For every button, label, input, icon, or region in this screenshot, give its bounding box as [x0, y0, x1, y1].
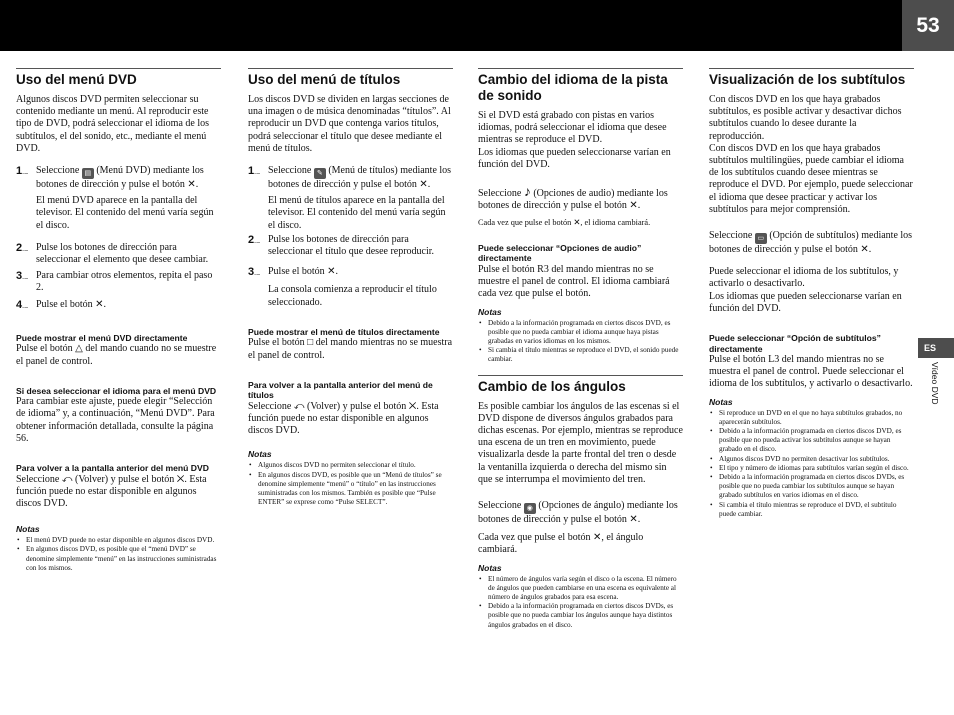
note-item: • Debido a la información programada en ciertos discos DVDs, es posible que no pueda cambiar los ángulos aunque haya distintos ángulos grabados en el disco.	[478, 602, 683, 630]
subheading-direct: Puede mostrar el menú de títulos directamente	[248, 326, 440, 337]
section-rule	[248, 68, 453, 69]
subheading-back: Para volver a la pantalla anterior del menú DVD	[16, 463, 209, 474]
side-section-label: Vídeo DVD	[930, 362, 940, 405]
subtitle-direct-text: Pulse el botón L3 del mando mientras no se muestra el panel de control. Puede seleccionar el idioma de los subtítulos, y activarlo o desactivarlo.	[709, 354, 913, 390]
language-text: Para cambiar este ajuste, puede elegir “Selección de idioma” y, a continuación, “Menú DVD”. Para obtener información detallada, consulte la página 56.	[16, 396, 215, 444]
note-item: • Si cambia el título mientras se reproduce el DVD, el sonido puede cambiar.	[478, 346, 683, 364]
note-item: • El tipo y número de idiomas para subtítulos varían según el disco.	[709, 464, 914, 473]
direct-text: Pulse el botón △ del mando cuando no se muestre el panel de control.	[16, 343, 217, 367]
step-3-detail: La consola comienza a reproducir el título seleccionado.	[268, 284, 437, 308]
step-4: 4..... Pulse el botón ✕.	[16, 298, 107, 311]
select-subtitle-text: Seleccione ▭ (Opción de subtítulos) mediante los botones de dirección y pulse el botón ✕.	[709, 230, 913, 256]
step-3: 3..... Pulse el botón ✕.	[248, 266, 339, 279]
notes-heading: Notas	[478, 306, 502, 317]
subheading-audio: Puede seleccionar “Opciones de audio” directamente	[478, 242, 642, 264]
back-text: Seleccione ⤺ (Volver) y pulse el botón ✕. Esta función puede no estar disponible en algunos discos DVD.	[16, 473, 207, 509]
select-angle-text: Seleccione ◉ (Opciones de ángulo) mediante los botones de dirección y pulse el botón ✕.	[478, 499, 678, 525]
section-title: Uso del menú DVD	[16, 72, 137, 87]
direct-text: Pulse el botón □ del mando mientras no se muestra el panel de control.	[248, 337, 453, 361]
notes-heading: Notas	[16, 524, 40, 535]
intro-text-2: Con discos DVD en los que haya grabados subtítulos multilingües, puede cambiar el idioma de los subtítulos cuando desee mientras se reproduce el DVD. Por ejemplo, puede seleccionar el idioma que desee practicar y activar los subtítulos para mejor comprensión.	[709, 142, 913, 215]
notes-list	[709, 409, 914, 519]
intro-text: Los discos DVD se dividen en largas secciones de una imagen o de música denominadas “títulos”. Al reproducir un DVD que contenga varios títulos, podrá seleccionar el título que desee mediante el menú de títulos.	[248, 94, 451, 154]
angle-intro-text: Es posible cambiar los ángulos de las escenas si el DVD dispone de diversos ángulos grabados para dichas escenas. Por ejemplo, mientras se reproduce una escena de un tren en movimiento, puede visualizarla desde la parte frontal del tren o desde la ventanilla izquierda o derecha del mismo sin que se interrumpa el movimiento del tren.	[478, 400, 683, 485]
subheading-direct: Puede mostrar el menú DVD directamente	[16, 332, 188, 343]
notes-heading: Notas	[478, 562, 502, 573]
step-3: 3..... Para cambiar otros elementos, repita el paso 2.	[16, 270, 213, 294]
step-1-detail: El menú de títulos aparece en la pantalla del televisor. El contenido del menú varía según el disco.	[268, 195, 446, 231]
step-1-detail: El menú DVD aparece en la pantalla del televisor. El contenido del menú varía según el disco.	[36, 195, 214, 231]
section-title: Visualización de los subtítulos	[709, 72, 906, 87]
intro-text: Algunos discos DVD permiten seleccionar su contenido mediante un menú. Al reproducir este tipo de DVD, podrá seleccionar el idioma de los subtítulos, el del sonido, etc., mediante el menú DVD.	[16, 94, 209, 154]
note-item: • Debido a la información programada en ciertos discos DVD, es posible que no pueda cambiar el idioma aunque haya pistas grabadas en varios idiomas en los mismos.	[478, 319, 683, 347]
language-tab: ES	[918, 338, 954, 358]
section-rule	[478, 375, 683, 376]
note-item: • Algunos discos DVD no permiten desactivar los subtítulos.	[709, 455, 914, 464]
each-press-angle-text: Cada vez que pulse el botón ✕, el ángulo cambiará.	[478, 532, 644, 556]
subheading-language: Si desea seleccionar el idioma para el menú DVD	[16, 385, 217, 396]
note-item: • Si cambia el título mientras se reproduce el DVD, el subtítulo puede cambiar.	[709, 501, 914, 519]
intro-text: Si el DVD está grabado con pistas en varios idiomas, podrá seleccionar el idioma que desee mientras se reproduce el DVD.	[478, 110, 667, 146]
audio-direct-text: Pulse el botón R3 del mando mientras no se muestre el panel de control. El idioma cambiará cada vez que pulse el botón.	[478, 263, 670, 300]
column-title-menu	[248, 68, 453, 515]
section-title: Uso del menú de títulos	[248, 72, 401, 87]
column-audio-angle	[478, 68, 683, 638]
notes-list	[478, 575, 683, 630]
notes-heading: Notas	[248, 449, 272, 460]
note-item: • El número de ángulos varía según el disco o la escena. El número de ángulos que pueden cambiarse en una escena es equivalente al número de ángulos grabados para esa escena.	[478, 575, 683, 603]
back-text: Seleccione ⤺ (Volver) y pulse el botón ✕. Esta función puede no estar disponible en algunos discos DVD.	[248, 400, 439, 437]
select-audio-text: Seleccione ♪ (Opciones de audio) mediante los botones de dirección y pulse el botón ✕.	[478, 185, 668, 212]
section-title: Cambio del idioma de la pista de sonido	[478, 72, 668, 103]
notes-heading: Notas	[709, 396, 733, 407]
note-item: • Debido a la información programada en ciertos discos DVDs, es posible que no pueda cambiar los subtítulos aunque se hayan grabado subtítulos en varios idiomas en el disco.	[709, 473, 914, 501]
step-2: 2..... Pulse los botones de dirección para seleccionar el elemento que desee cambiar.	[16, 241, 209, 266]
note-item: • Algunos discos DVD no permiten seleccionar el título.	[248, 461, 453, 470]
note-item: • En algunos discos DVD, es posible que el “menú DVD” se denomine simplemente “menú” en las instrucciones suministradas con los mismos.	[16, 545, 221, 573]
section-rule	[16, 68, 221, 69]
step-2: 2..... Pulse los botones de dirección para seleccionar el título que desee reproducir.	[248, 233, 435, 258]
audio-icon: ♪	[523, 185, 531, 201]
section-rule	[709, 68, 914, 69]
subtitle-select-text: Puede seleccionar el idioma de los subtítulos, y activarlo o desactivarlo.	[709, 266, 899, 290]
subheading-subtitles: Puede seleccionar “Opción de subtítulos” directamente	[709, 333, 881, 354]
subtitle-select-text-2: Los idiomas que pueden seleccionarse varían en función del DVD.	[709, 290, 902, 314]
subtitle-icon: ▭	[755, 233, 767, 244]
each-press-text: Cada vez que pulse el botón ✕, el idioma cambiará.	[478, 218, 651, 228]
subheading-back: Para volver a la pantalla anterior del menú de títulos	[248, 379, 433, 401]
notes-list	[16, 536, 221, 573]
column-dvd-menu	[16, 68, 221, 581]
title-menu-icon: ✎	[314, 168, 326, 179]
step-1: 1..... Seleccione ✎ (Menú de títulos) mediante los botones de dirección y pulse el botón ✕.	[248, 165, 452, 191]
dvd-menu-icon: ▤	[82, 168, 94, 179]
angle-icon: ◉	[524, 503, 536, 514]
note-item: • Si reproduce un DVD en el que no haya subtítulos grabados, no aparecerán subtítulos.	[709, 409, 914, 427]
notes-list	[248, 461, 453, 507]
intro-text-2: Los idiomas que pueden seleccionarse varían en función del DVD.	[478, 146, 671, 170]
section-title-angle: Cambio de los ángulos	[478, 378, 626, 394]
note-item: • El menú DVD puede no estar disponible en algunos discos DVD.	[16, 536, 221, 545]
section-rule	[478, 68, 683, 69]
intro-text: Con discos DVD en los que haya grabados subtítulos, es posible activar y desactivar dichos subtítulos cuando lo desee durante la reproducción.	[709, 94, 902, 142]
note-item: • Debido a la información programada en ciertos discos DVD, es posible que no pueda activar los subtítulos aunque se hayan grabado en el disco.	[709, 427, 914, 455]
notes-list	[478, 319, 683, 365]
page-number: 53	[902, 0, 954, 51]
header-bar	[0, 0, 902, 51]
column-subtitles	[709, 68, 914, 527]
note-item: • En algunos discos DVD, es posible que un “Menú de títulos” se denomine simplemente “menú” o “título” en las instrucciones suministradas con los mismos. También es posible que “Pulse ENTER” se exprese como “Pulse SELECT”.	[248, 471, 453, 508]
step-1: 1..... Seleccione ▤ (Menú DVD) mediante los botones de dirección y pulse el botón ✕.	[16, 165, 204, 191]
